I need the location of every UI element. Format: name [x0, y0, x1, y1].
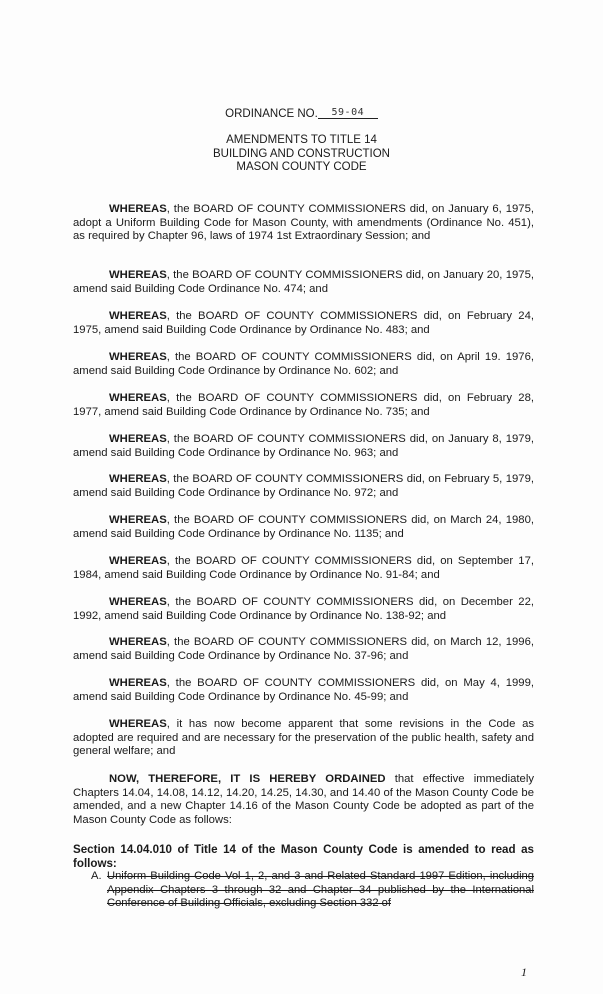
title-line-3: MASON COUNTY CODE: [236, 161, 367, 173]
amendment-item-a: [91, 870, 534, 911]
whereas-paragraph-8: [73, 514, 534, 541]
paragraph-lead: WHEREAS: [109, 473, 167, 485]
paragraph-text: , the BOARD OF COUNTY COMMISSIONERS did, on April 19. 1976, amend said Building Code Ordinance by Ordinance No. 602; and: [73, 351, 534, 377]
paragraph-text: , the BOARD OF COUNTY COMMISSIONERS did, on May 4, 1999, amend said Building Code Ordinance by Ordinance No. 45-99; and: [73, 677, 534, 703]
paragraph-lead: WHEREAS: [109, 514, 167, 526]
paragraph-lead: WHEREAS: [109, 351, 167, 363]
paragraph-text: , the BOARD OF COUNTY COMMISSIONERS did, on February 24, 1975, amend said Building Code Ordinance by Ordinance No. 483; and: [73, 310, 534, 336]
paragraph-text: , the BOARD OF COUNTY COMMISSIONERS did, on February 5, 1979, amend said Building Code Ordinance by Ordinance No. 972; and: [73, 473, 534, 499]
paragraph-text: , the BOARD OF COUNTY COMMISSIONERS did, on March 24, 1980, amend said Building Code Ordinance by Ordinance No. 1135; and: [73, 514, 534, 540]
whereas-paragraph-3: [73, 310, 534, 337]
page-number: 1: [521, 965, 527, 979]
ordinance-number: 59-04: [318, 107, 378, 119]
paragraph-lead: WHEREAS: [109, 392, 167, 404]
whereas-paragraph-12: [73, 677, 534, 704]
struck-text: Uniform Building Code Vol 1, 2, and 3 and Related Standard 1997 Edition, including Appendix Chapters 3 through 32 and Chapter 34 published by the International Conference of Building Officials, excluding Section 332 of: [107, 870, 534, 910]
paragraph-lead: WHEREAS: [109, 433, 167, 445]
ordinance-label: ORDINANCE NO.: [225, 108, 318, 120]
paragraph-text: , the BOARD OF COUNTY COMMISSIONERS did, on January 8, 1979, amend said Building Code Ordinance by Ordinance No. 963; and: [73, 433, 534, 459]
paragraph-lead: NOW, THEREFORE, IT IS HEREBY ORDAINED: [109, 773, 386, 785]
whereas-paragraph-13: [73, 718, 534, 759]
paragraph-lead: WHEREAS: [109, 596, 167, 608]
paragraph-text: , the BOARD OF COUNTY COMMISSIONERS did, on March 12, 1996, amend said Building Code Ordinance by Ordinance No. 37-96; and: [73, 636, 534, 662]
paragraph-text: , the BOARD OF COUNTY COMMISSIONERS did, on September 17, 1984, amend said Building Code Ordinance by Ordinance No. 91-84; and: [73, 555, 534, 581]
ordinance-number-line: [0, 108, 603, 121]
ordained-paragraph: [73, 773, 534, 827]
paragraph-lead: WHEREAS: [109, 677, 167, 689]
whereas-paragraph-1: [73, 203, 534, 244]
document-title: [0, 134, 603, 175]
whereas-paragraph-10: [73, 596, 534, 623]
paragraph-text: , the BOARD OF COUNTY COMMISSIONERS did, on January 6, 1975, adopt a Uniform Building Code for Mason County, with amendments (Ordinance No. 451), as required by Chapter 96, laws of 1974 1st Extraordinary Session; and: [73, 203, 534, 243]
paragraph-lead: WHEREAS: [109, 310, 167, 322]
paragraph-text: , it has now become apparent that some revisions in the Code as adopted are required and are necessary for the preservation of the public health, safety and general welfare; and: [73, 718, 534, 758]
paragraph-lead: WHEREAS: [109, 203, 167, 215]
paragraph-text: that effective immediately Chapters 14.04, 14.08, 14.12, 14.20, 14.25, 14.30, and 14.40 of the Mason County Code be amended, and a new Chapter 14.16 of the Mason County Code be adopted as part of the Mason County Code as follows:: [73, 773, 534, 826]
paragraph-text: , the BOARD OF COUNTY COMMISSIONERS did, on December 22, 1992, amend said Building Code Ordinance by Ordinance No. 138-92; and: [73, 596, 534, 622]
paragraph-text: , the BOARD OF COUNTY COMMISSIONERS did, on February 28, 1977, amend said Building Code Ordinance by Ordinance No. 735; and: [73, 392, 534, 418]
whereas-paragraph-11: [73, 636, 534, 663]
item-marker: A.: [91, 870, 102, 882]
paragraph-lead: WHEREAS: [109, 636, 167, 648]
whereas-paragraph-7: [73, 473, 534, 500]
whereas-paragraph-9: [73, 555, 534, 582]
title-line-2: BUILDING AND CONSTRUCTION: [213, 147, 390, 160]
paragraph-lead: WHEREAS: [109, 555, 167, 567]
whereas-paragraph-6: [73, 433, 534, 460]
paragraph-lead: WHEREAS: [109, 269, 167, 281]
paragraph-text: , the BOARD OF COUNTY COMMISSIONERS did, on January 20, 1975, amend said Building Code Ordinance No. 474; and: [73, 269, 534, 295]
paragraph-lead: WHEREAS: [109, 718, 167, 730]
whereas-paragraph-5: [73, 392, 534, 419]
whereas-paragraph-2: [73, 269, 534, 296]
title-line-1: AMENDMENTS TO TITLE 14: [226, 134, 377, 146]
section-heading: Section 14.04.010 of Title 14 of the Mason County Code is amended to read as follows:: [73, 843, 534, 870]
whereas-paragraph-4: [73, 351, 534, 378]
